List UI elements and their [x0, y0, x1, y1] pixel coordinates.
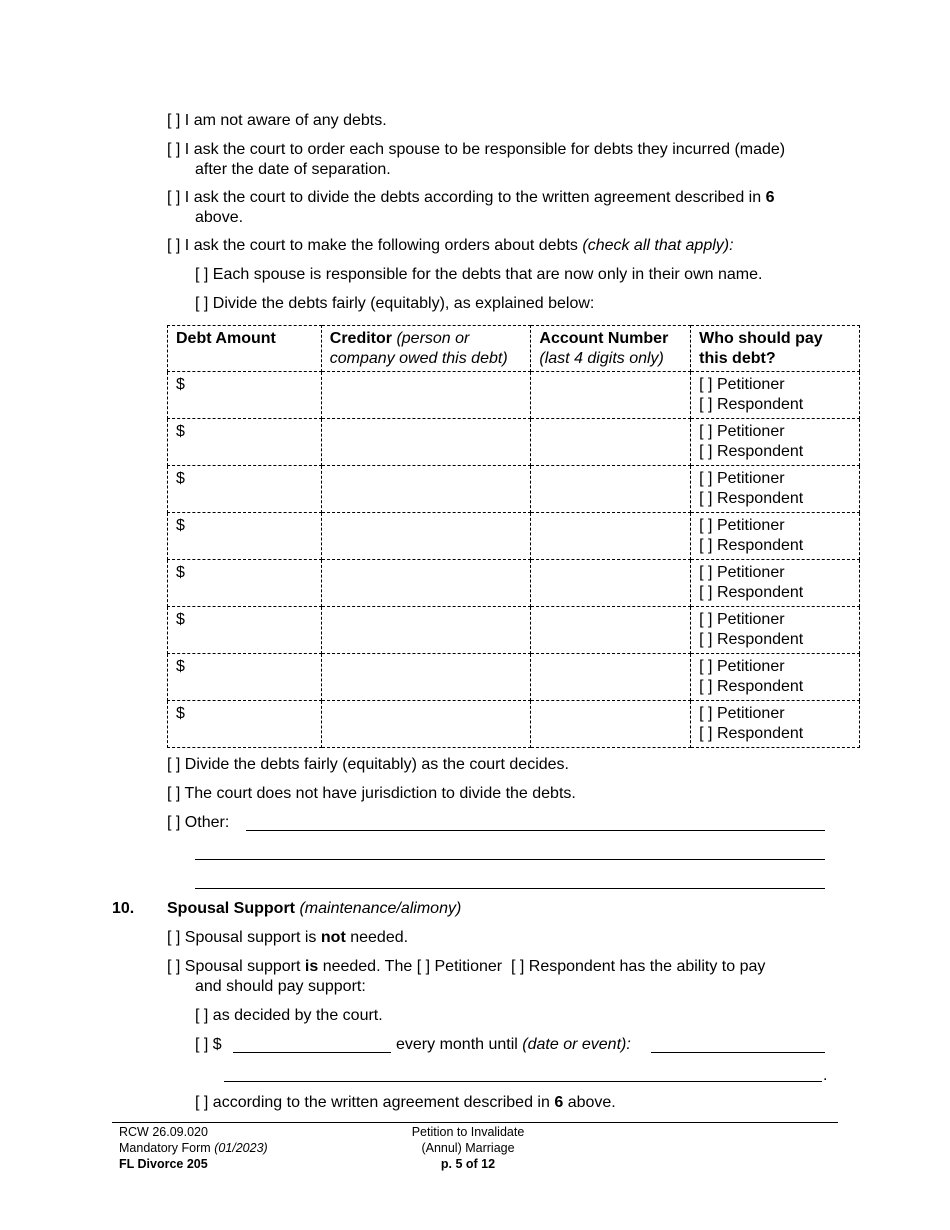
checkbox[interactable]: [ ]: [167, 237, 181, 254]
checkbox-petitioner[interactable]: [ ] Petitioner: [699, 705, 785, 722]
debt-amount-cell[interactable]: [168, 654, 322, 701]
checkbox-respondent[interactable]: [ ] Respondent: [699, 537, 804, 554]
creditor-cell[interactable]: [321, 654, 531, 701]
option-label: Each spouse is responsible for the debts that are now only in their own name.: [212, 266, 763, 283]
checkbox-court-decided[interactable]: [ ] as decided by the court.: [195, 1007, 383, 1024]
dollar-sign: $: [176, 376, 185, 393]
checkbox-petitioner[interactable]: [ ] Petitioner: [699, 470, 785, 487]
debt-amount-cell[interactable]: [168, 372, 322, 419]
period: .: [823, 1067, 828, 1084]
dollar-sign: $: [176, 517, 185, 534]
who-pays-cell: [691, 513, 860, 560]
table-row: [168, 701, 860, 748]
checkbox-debts-after-separation[interactable]: [167, 140, 785, 160]
debt-amount-cell[interactable]: [168, 513, 322, 560]
option-label: Other:: [184, 814, 230, 831]
option-label-cont: above.: [195, 209, 244, 226]
header-creditor: Creditor (person or company owed this debt): [321, 326, 531, 372]
checkbox-respondent[interactable]: [ ] Respondent: [699, 631, 804, 648]
footer-center: Petition to Invalidate (Annul) Marriage p. 5 of 12: [411, 1125, 525, 1171]
debt-amount-cell[interactable]: [168, 419, 322, 466]
checkbox-following-orders[interactable]: [167, 236, 734, 256]
amount-input-line[interactable]: [233, 1052, 391, 1053]
section-ref: 6: [765, 189, 775, 206]
account-number-cell[interactable]: [531, 701, 691, 748]
checkbox[interactable]: [ ]: [167, 785, 181, 802]
checkbox-no-jurisdiction[interactable]: [167, 784, 576, 804]
account-number-cell[interactable]: [531, 513, 691, 560]
debts-table: [167, 325, 860, 748]
checkbox-respondent[interactable]: [ ] Respondent: [699, 443, 804, 460]
checkbox-written-agreement[interactable]: [167, 188, 774, 208]
who-pays-cell: [691, 419, 860, 466]
creditor-cell[interactable]: [321, 419, 531, 466]
until-input-line-2[interactable]: [224, 1081, 822, 1082]
checkbox-divide-explained[interactable]: [195, 294, 594, 314]
dollar-sign: $: [176, 705, 185, 722]
option-label: I ask the court to make the following orders about debts: [184, 237, 578, 254]
checkbox[interactable]: [ ]: [167, 112, 181, 129]
creditor-cell[interactable]: [321, 466, 531, 513]
checkbox-other[interactable]: [167, 813, 229, 833]
checkbox-petitioner[interactable]: [ ] Petitioner: [699, 423, 785, 440]
option-label: I am not aware of any debts.: [184, 112, 387, 129]
creditor-cell[interactable]: [321, 372, 531, 419]
checkbox-respondent[interactable]: [ ] Respondent: [699, 490, 804, 507]
dollar-sign: $: [176, 470, 185, 487]
option-label: Divide the debts fairly (equitably), as explained below:: [212, 295, 595, 312]
table-row: [168, 372, 860, 419]
who-pays-cell: [691, 372, 860, 419]
checkbox-respondent[interactable]: [ ] Respondent: [699, 584, 804, 601]
table-row: [168, 466, 860, 513]
checkbox-petitioner[interactable]: [ ] Petitioner: [699, 658, 785, 675]
option-label-cont: and should pay support:: [195, 978, 366, 995]
creditor-cell[interactable]: [321, 607, 531, 654]
footer-left: RCW 26.09.020 Mandatory Form (01/2023) FL Divorce 205: [119, 1125, 268, 1171]
checkbox-petitioner[interactable]: [ ] Petitioner: [699, 376, 785, 393]
other-input-line-1[interactable]: [246, 830, 825, 831]
debt-amount-cell[interactable]: [168, 607, 322, 654]
option-label: I ask the court to order each spouse to be responsible for debts they incurred (made): [184, 141, 786, 158]
checkbox[interactable]: [ ]: [167, 141, 181, 158]
account-number-cell[interactable]: [531, 654, 691, 701]
until-label: every month until (date or event):: [396, 1036, 631, 1053]
table-row: [168, 560, 860, 607]
table-row: [168, 419, 860, 466]
checkbox[interactable]: [ ]: [195, 1094, 209, 1111]
who-pays-cell: [691, 654, 860, 701]
option-note: (check all that apply):: [582, 237, 734, 254]
option-label-cont: after the date of separation.: [195, 161, 391, 178]
checkbox-petitioner[interactable]: [ ] Petitioner: [699, 564, 785, 581]
account-number-cell[interactable]: [531, 372, 691, 419]
who-pays-cell: [691, 701, 860, 748]
dollar-sign: $: [176, 564, 185, 581]
option-label: The court does not have jurisdiction to divide the debts.: [184, 785, 576, 802]
dollar-sign: $: [176, 423, 185, 440]
checkbox-respondent[interactable]: [ ] Respondent: [699, 678, 804, 695]
account-number-cell[interactable]: [531, 607, 691, 654]
header-debt-amount: Debt Amount: [168, 326, 322, 372]
option-label: Divide the debts fairly (equitably) as the court decides.: [184, 756, 569, 773]
footer-divider: [112, 1122, 838, 1123]
checkbox-petitioner[interactable]: [ ] Petitioner: [699, 517, 785, 534]
checkbox-petitioner[interactable]: [ ]: [416, 958, 431, 975]
header-who-pays: Who should pay this debt?: [691, 326, 860, 372]
table-row: [168, 513, 860, 560]
account-number-cell[interactable]: [531, 466, 691, 513]
debt-amount-cell[interactable]: [168, 466, 322, 513]
who-pays-cell: [691, 560, 860, 607]
debt-amount-cell[interactable]: [168, 701, 322, 748]
checkbox[interactable]: [ ]: [167, 814, 181, 831]
section-title: Spousal Support (maintenance/alimony): [167, 900, 462, 917]
creditor-cell[interactable]: [321, 513, 531, 560]
checkbox[interactable]: [ ]: [167, 929, 181, 946]
checkbox[interactable]: [ ]: [195, 295, 209, 312]
checkbox-respondent[interactable]: [ ]: [510, 958, 525, 975]
checkbox-support-not-needed[interactable]: [ ] Spousal support is not needed.: [167, 929, 409, 946]
account-number-cell[interactable]: [531, 560, 691, 607]
creditor-cell[interactable]: [321, 701, 531, 748]
checkbox-agreement-support[interactable]: [ ] according to the written agreement described in 6 above.: [195, 1094, 616, 1111]
section-number: 10.: [112, 900, 135, 917]
checkbox[interactable]: [ ]: [167, 756, 181, 773]
checkbox[interactable]: [ ]: [167, 958, 181, 975]
dollar-sign: $: [176, 611, 185, 628]
who-pays-cell: [691, 466, 860, 513]
checkbox-monthly-amount[interactable]: [ ] $: [195, 1036, 222, 1053]
creditor-cell[interactable]: [321, 560, 531, 607]
checkbox[interactable]: [ ]: [167, 189, 181, 206]
dollar-sign: $: [176, 658, 185, 675]
checkbox-support-needed[interactable]: [ ] Spousal support is needed. The [ ] Petitioner [ ] Respondent has the ability to pay: [167, 958, 766, 975]
other-input-line-3[interactable]: [195, 888, 825, 889]
header-account-number: Account Number (last 4 digits only): [531, 326, 691, 372]
checkbox-court-decides[interactable]: [167, 755, 569, 775]
checkbox-respondent[interactable]: [ ] Respondent: [699, 725, 804, 742]
table-row: [168, 607, 860, 654]
checkbox-respondent[interactable]: [ ] Respondent: [699, 396, 804, 413]
debt-amount-cell[interactable]: [168, 560, 322, 607]
other-input-line-2[interactable]: [195, 859, 825, 860]
table-header: [168, 326, 860, 372]
checkbox-no-debts[interactable]: [167, 111, 387, 131]
checkbox[interactable]: [ ]: [195, 266, 209, 283]
checkbox-petitioner[interactable]: [ ] Petitioner: [699, 611, 785, 628]
until-input-line[interactable]: [651, 1052, 825, 1053]
who-pays-cell: [691, 607, 860, 654]
checkbox[interactable]: [ ]: [195, 1007, 209, 1024]
account-number-cell[interactable]: [531, 419, 691, 466]
checkbox-own-name[interactable]: [195, 265, 762, 285]
option-label: I ask the court to divide the debts according to the written agreement described in: [184, 189, 762, 206]
checkbox[interactable]: [ ]: [195, 1036, 209, 1053]
table-row: [168, 654, 860, 701]
